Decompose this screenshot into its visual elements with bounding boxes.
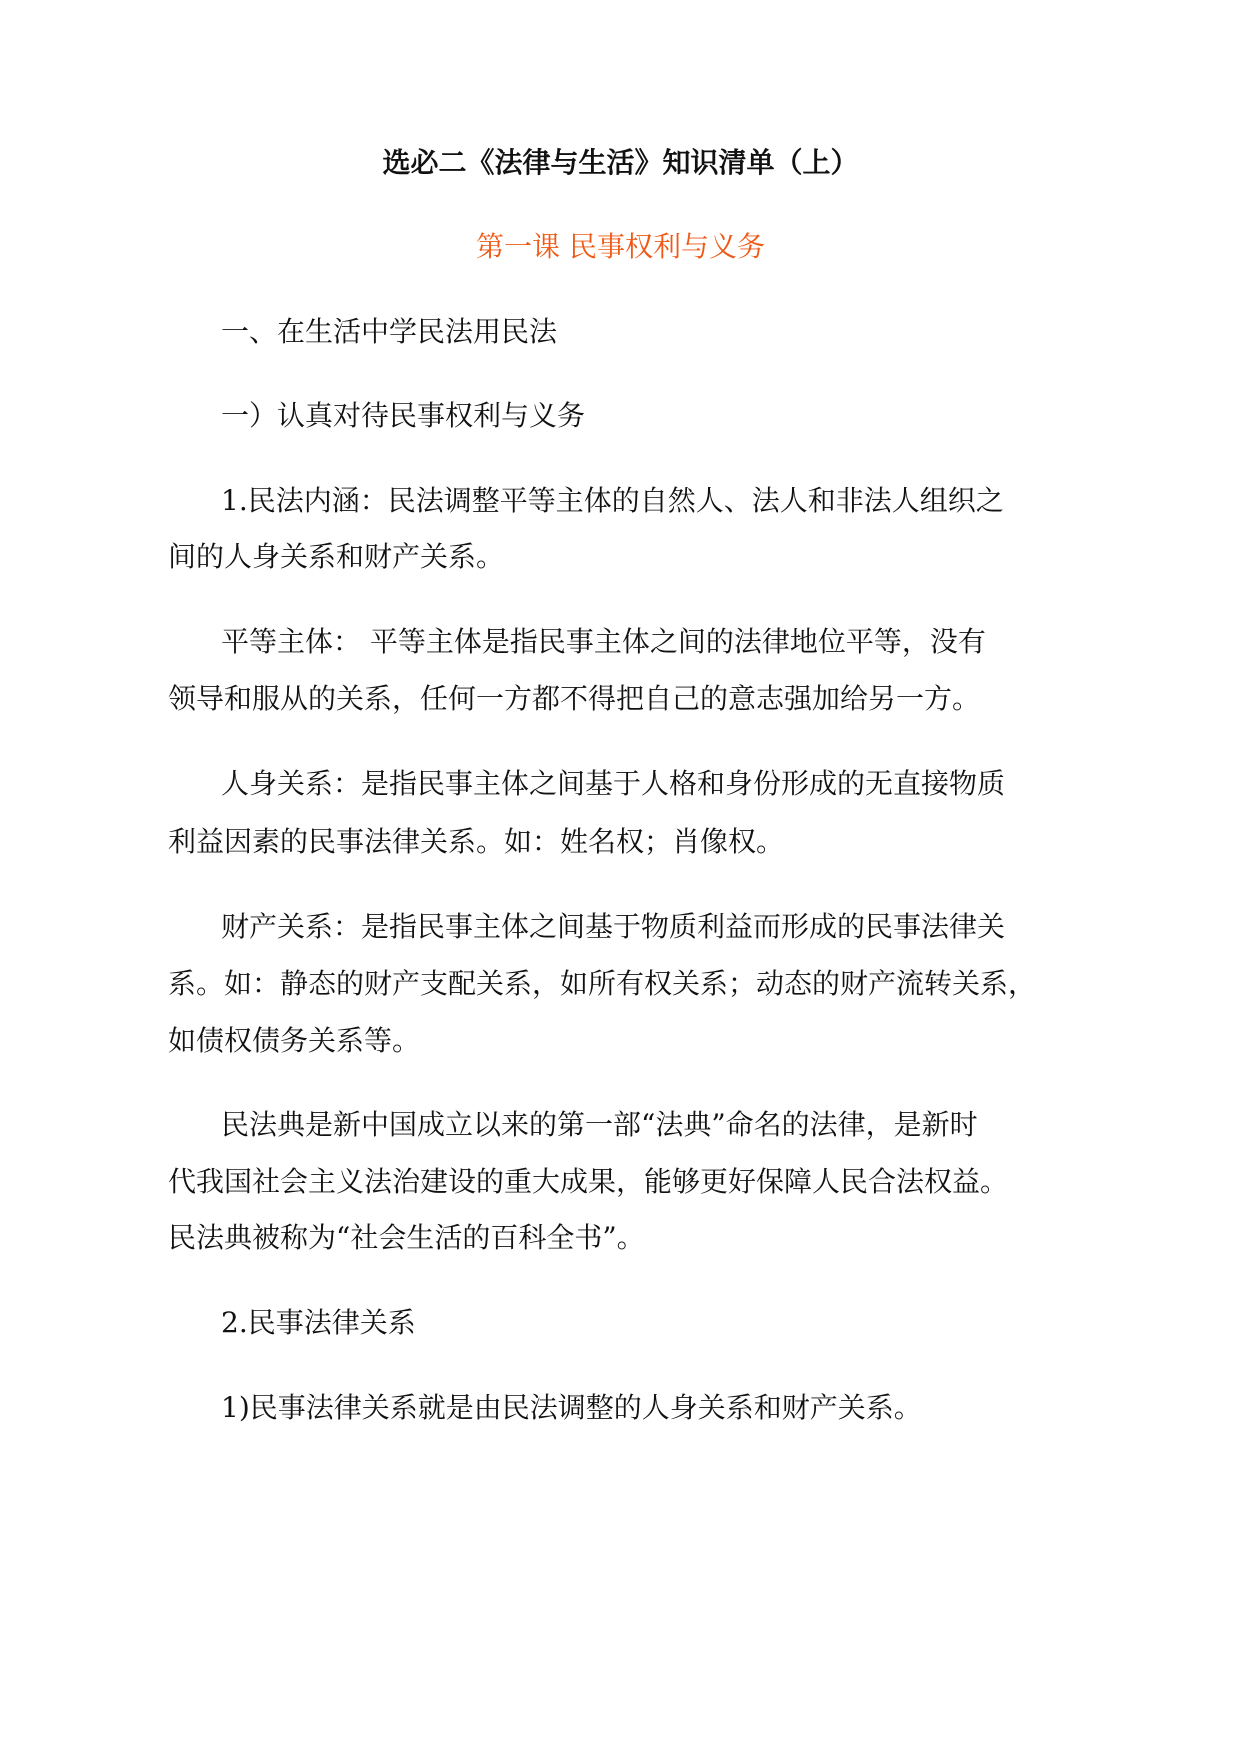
paragraph-line: 民法典是新中国成立以来的第一部“法典”命名的法律，是新时 xyxy=(221,1108,978,1141)
paragraph-line: 如债权债务关系等。 xyxy=(168,1024,421,1057)
paragraph-line: 间的人身关系和财产关系。 xyxy=(168,540,505,573)
paragraph-line: 平等主体： 平等主体是指民事主体之间的法律地位平等，没有 xyxy=(221,625,986,658)
paragraph-line: 财产关系：是指民事主体之间基于物质利益而形成的民事法律关 xyxy=(221,910,1006,943)
document-title: 选必二《法律与生活》知识清单（上） xyxy=(382,146,859,179)
paragraph-line: 1)民事法律关系就是由民法调整的人身关系和财产关系。 xyxy=(221,1391,922,1424)
paragraph-line: 2.民事法律关系 xyxy=(221,1306,416,1339)
paragraph-line: 领导和服从的关系，任何一方都不得把自己的意志强加给另一方。 xyxy=(168,682,981,715)
subsection-heading: 一）认真对待民事权利与义务 xyxy=(221,399,586,432)
paragraph-line: 人身关系：是指民事主体之间基于人格和身份形成的无直接物质 xyxy=(221,767,1006,800)
paragraph-line: 1.民法内涵：民法调整平等主体的自然人、法人和非法人组织之 xyxy=(221,484,1004,517)
paragraph-line: 利益因素的民事法律关系。如：姓名权；肖像权。 xyxy=(168,825,785,858)
paragraph-line: 系。如：静态的财产支配关系，如所有权关系；动态的财产流转关系， xyxy=(168,967,1037,1000)
paragraph-line: 代我国社会主义法治建设的重大成果，能够更好保障人民合法权益。 xyxy=(168,1165,1009,1198)
paragraph-line: 民法典被称为“社会生活的百科全书”。 xyxy=(168,1221,645,1254)
section-heading: 一、在生活中学民法用民法 xyxy=(221,315,558,348)
lesson-heading: 第一课 民事权利与义务 xyxy=(476,230,765,263)
